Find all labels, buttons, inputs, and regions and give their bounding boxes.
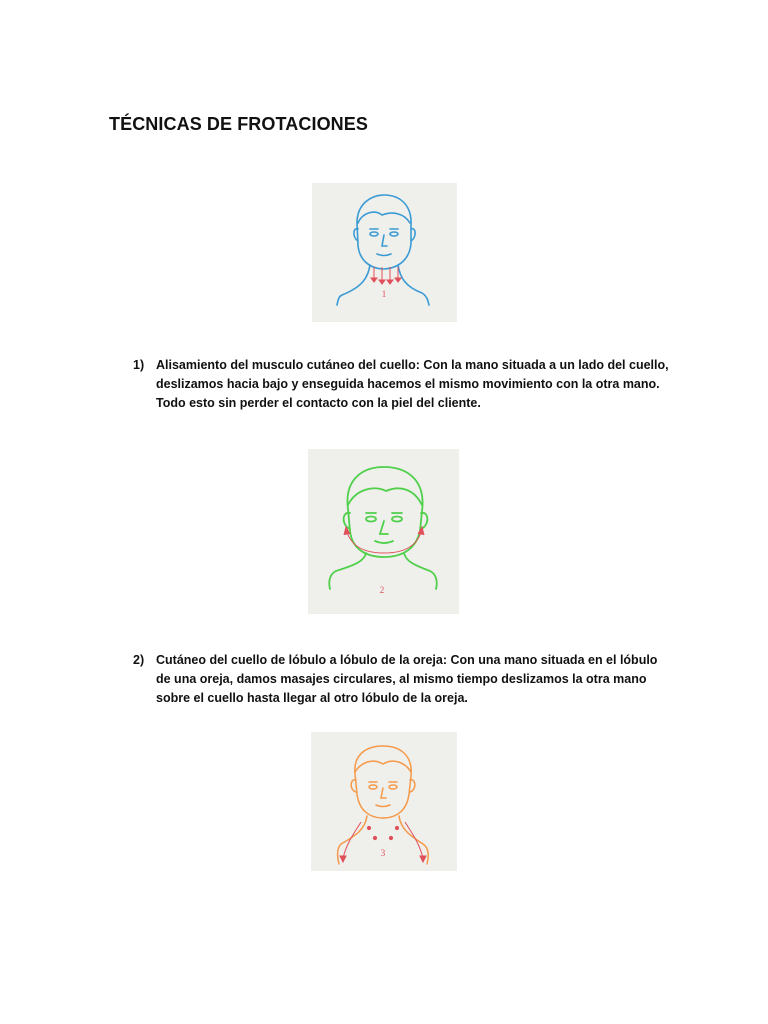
figure-caption: 2: [379, 585, 385, 595]
list-item-text: Cutáneo del cuello de lóbulo a lóbulo de la oreja: Con una mano situada en el lóbulo de una oreja, damos masajes circulares, al mismo tiempo deslizamos la otra mano sobre el cuello hasta llegar al otro lóbulo de la oreja.: [156, 653, 658, 705]
list-item: [133, 356, 673, 416]
face-sketch-green-figure: [308, 449, 459, 614]
list-item-number: 2): [133, 653, 145, 667]
figure-caption: 3: [380, 848, 386, 858]
face-sketch-green-drawing: [308, 449, 459, 614]
list-item: [133, 651, 673, 711]
face-sketch-blue-drawing: [312, 183, 457, 322]
page-title: TÉCNICAS DE FROTACIONES: [109, 114, 368, 134]
list-item-number: 1): [133, 358, 145, 372]
figure-caption: 1: [381, 289, 387, 299]
face-sketch-blue-figure: [312, 183, 457, 322]
face-sketch-orange-figure: [311, 732, 457, 871]
face-sketch-orange-drawing: [311, 732, 457, 871]
list-item-text: Alisamiento del musculo cutáneo del cuello: Con la mano situada a un lado del cuello, deslizamos hacia bajo y enseguida hacemos el mismo movimiento con la otra mano. Todo esto sin perder el contacto con la piel del cliente.: [156, 358, 669, 410]
